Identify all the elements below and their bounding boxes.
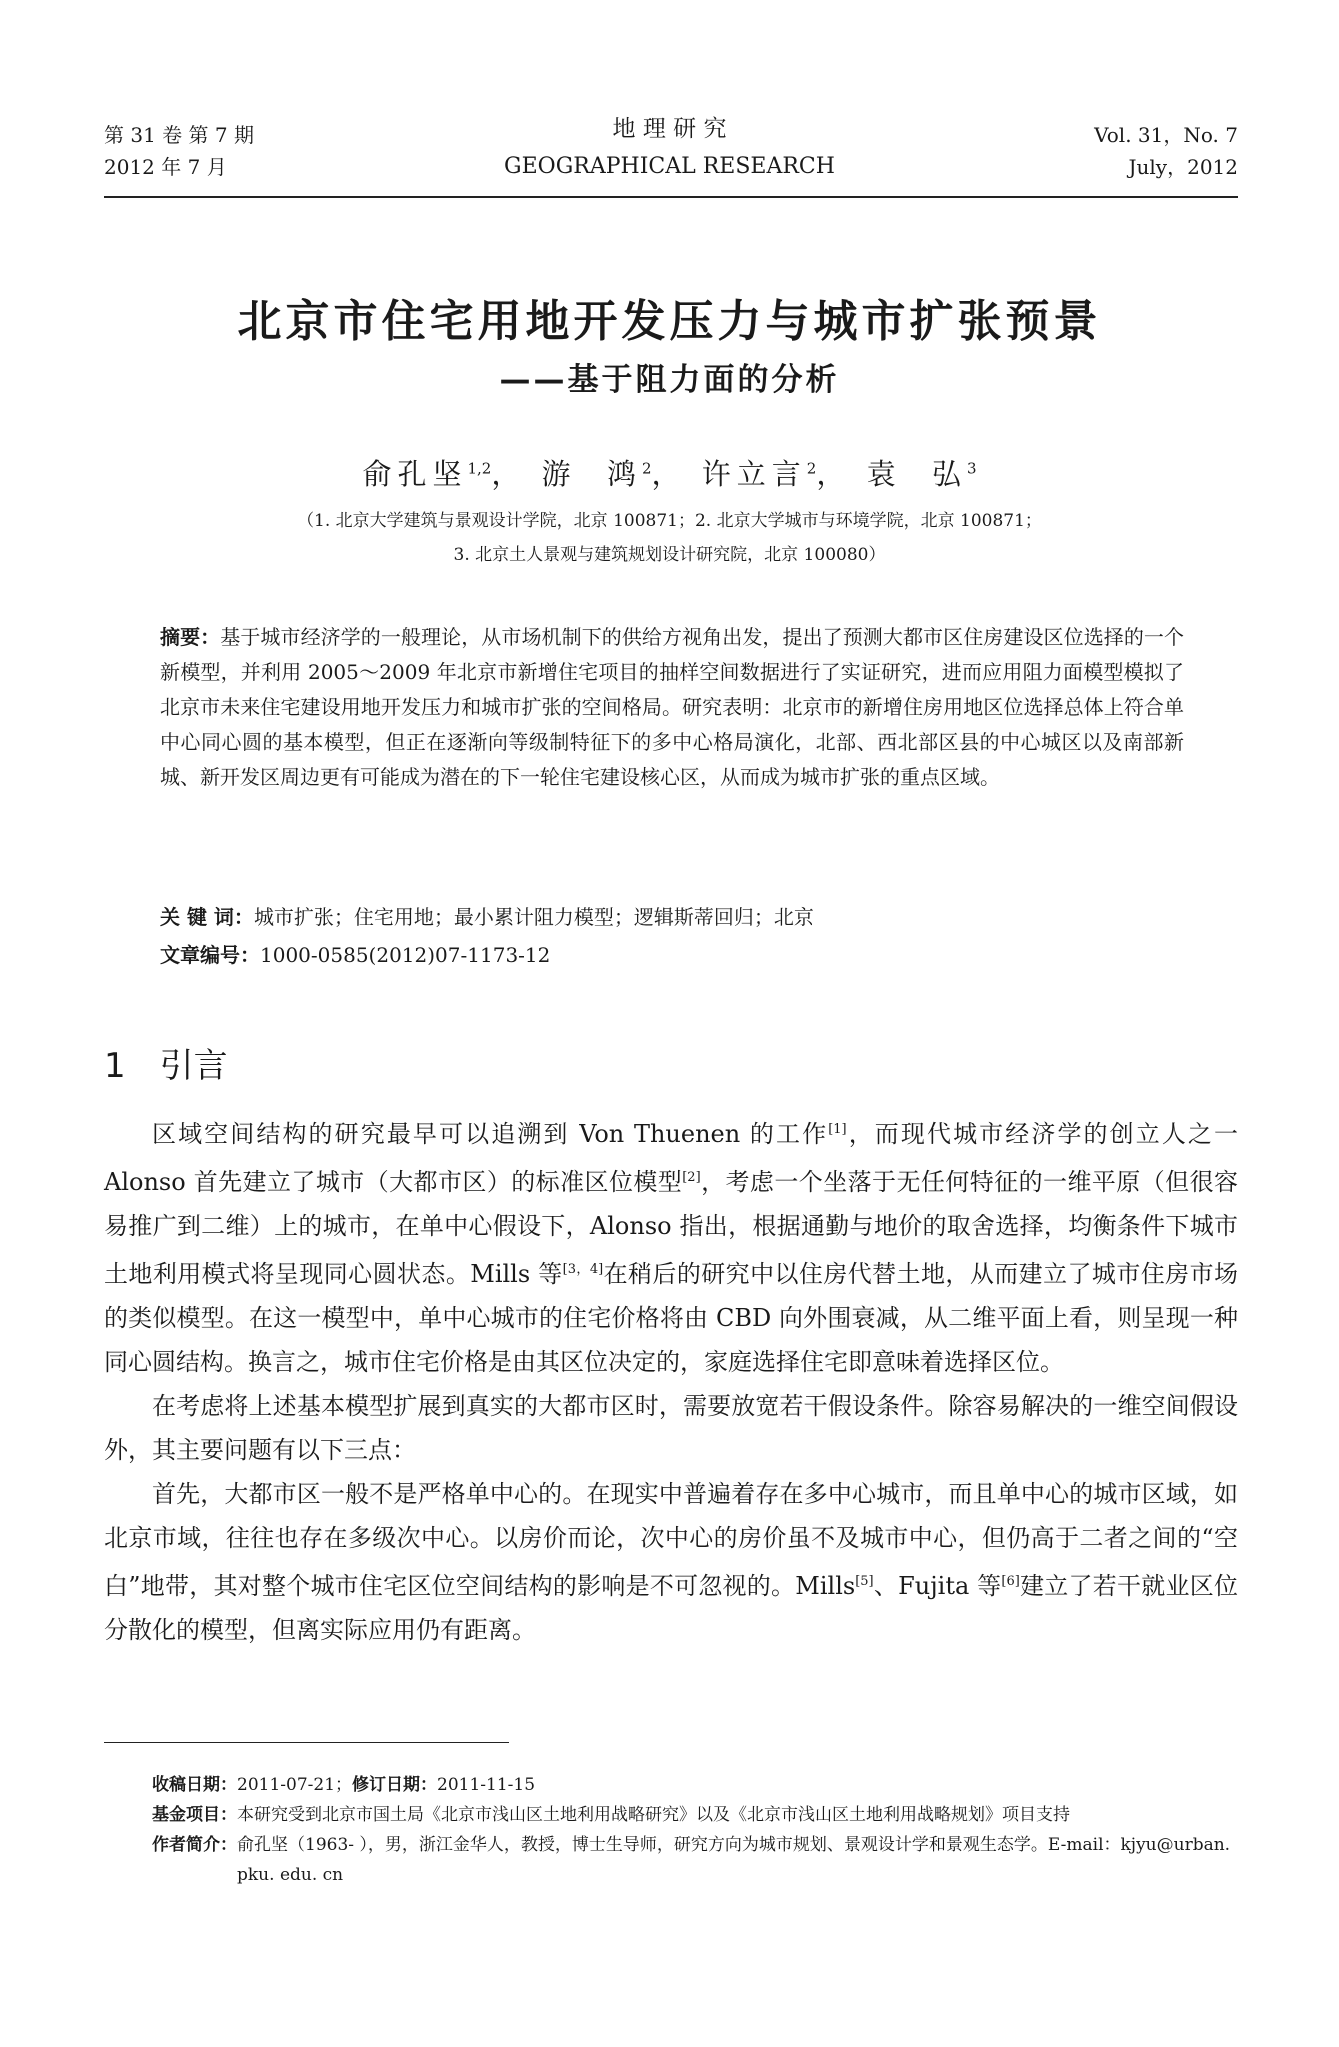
text-run: 首先，大都市区一般不是严格单中心的。在现实中普遍着存在多中心城市，而且单中心的城市区域，如北京市域，往往也存在多级次中心。以房价而论，次中心的房价虽不及城市中心，但仍高于二者之间的“空白”地带，其对整个城市住宅区位空间结构的影响是不可忽视的。Mills <box>104 1480 1238 1600</box>
abstract-text: 基于城市经济学的一般理论，从市场机制下的供给方视角出发，提出了预测大都市区住房建设区位选择的一个新模型，并利用 2005～2009 年北京市新增住宅项目的抽样空间数据进行了实证研究，进而应用阻力面模型模拟了北京市未来住宅建设用地开发压力和城市扩张的空间格局。研究表明：北京市的新增住房用地区位选择总体上符合单中心同心圆的基本模型，但正在逐渐向等级制特征下的多中心格局演化，北部、西北部区县的中心城区以及南部新城、新开发区周边更有可能成为潜在的下一轮住宅建设核心区，从而成为城市扩张的重点区域。 <box>160 625 1185 789</box>
footnote-rule <box>104 1742 509 1743</box>
author-affiliation-mark: 2 <box>806 459 817 478</box>
text-run: 在稍后的研究中以住房代替土地，从而建立了城市住房市场的类似模型。在这一模型中，单中心城市的住宅价格将由 CBD 向外围衰减，从二维平面上看，则呈现一种同心圆结构。换言之，城市住宅价格是由其区位决定的，家庭选择住宅即意味着选择区位。 <box>104 1260 1239 1376</box>
footnote-fund <box>152 1800 1240 1830</box>
article-number-text: 1000-0585(2012)07-1173-12 <box>260 943 551 967</box>
header-rule <box>104 196 1238 198</box>
footnote-received <box>152 1770 1240 1800</box>
keywords-text: 城市扩张；住宅用地；最小累计阻力模型；逻辑斯蒂回归；北京 <box>253 905 814 929</box>
author-name: 游 鸿 <box>541 457 642 491</box>
author-separator: ， <box>816 457 852 491</box>
affiliations <box>0 504 1339 572</box>
footnote-label: 作者简介： <box>152 1835 237 1855</box>
citation[interactable]: [2] <box>682 1170 701 1185</box>
footnote-author <box>152 1830 1240 1890</box>
article-number-label: 文章编号： <box>160 943 260 967</box>
affiliation-line: 3. 北京土人景观与建筑规划设计研究院，北京 100080） <box>453 545 886 565</box>
journal-volume-en: Vol. 31，No. 7 <box>1094 123 1238 147</box>
footnote-value: 俞孔坚（1963- ），男，浙江金华人，教授，博士生导师，研究方向为城市规划、景观设计学和景观生态学。E-mail：kjyu@urban. pku. edu. cn <box>237 1835 1231 1885</box>
citation[interactable]: [6] <box>1001 1574 1020 1589</box>
abstract-label: 摘要： <box>160 625 221 649</box>
text-run: ，而现代城市经济学的创立人之一 Alonso 首先建立了城市（大都市区）的标准区位模型 <box>104 1120 1239 1196</box>
text-run: 区域空间结构的研究最早可以追溯到 Von Thuenen 的工作 <box>152 1120 829 1148</box>
footnote-value: 2011-07-21； <box>237 1775 353 1795</box>
citation[interactable]: [1] <box>828 1122 847 1137</box>
footnote-label: 基金项目： <box>152 1805 237 1825</box>
author-affiliation-mark: 1,2 <box>467 459 492 478</box>
footnotes <box>152 1770 1240 1890</box>
keywords-label: 关 键 词： <box>160 905 254 929</box>
paragraph <box>104 1108 1238 1384</box>
journal-volume-issue: 第 31 卷 第 7 期 <box>104 123 254 147</box>
text-run: ，考虑一个坐落于无任何特征的一维平原（但很容易推广到二维）上的城市，在单中心假设下，Alonso 指出，根据通勤与地价的取舍选择，均衡条件下城市土地利用模式将呈现同心圆状态。Mills 等 <box>104 1168 1238 1288</box>
author-name: 袁 弘 <box>866 457 967 491</box>
abstract <box>160 620 1184 795</box>
body-text <box>104 1108 1238 1652</box>
footnote-value: 本研究受到北京市国土局《北京市浅山区土地利用战略研究》以及《北京市浅山区土地利用战略规划》项目支持 <box>237 1805 1070 1825</box>
journal-date: 2012 年 7 月 <box>104 155 227 179</box>
footnote-value: 2011-11-15 <box>437 1775 536 1795</box>
author-affiliation-mark: 3 <box>967 459 977 478</box>
text-run: 建立了若干就业区位分散化的模型，但离实际应用仍有距离。 <box>104 1572 1239 1644</box>
journal-date-en: July，2012 <box>1128 155 1238 179</box>
citation[interactable]: [3，4] <box>562 1262 604 1277</box>
author-separator: ， <box>491 457 527 491</box>
footnote-label: 收稿日期： <box>152 1775 237 1795</box>
author-separator: ， <box>651 457 687 491</box>
paragraph <box>104 1472 1238 1652</box>
section-heading <box>104 1038 228 1087</box>
paper-subtitle: ——基于阻力面的分析 <box>499 362 840 398</box>
paper-title: 北京市住宅用地开发压力与城市扩张预景 <box>237 296 1102 347</box>
keywords <box>160 900 1184 935</box>
section-number: 1 <box>104 1046 126 1086</box>
footnote-label: 修订日期： <box>352 1775 438 1795</box>
section-title: 引言 <box>159 1046 228 1086</box>
journal-name-en: GEOGRAPHICAL RESEARCH <box>504 154 835 179</box>
citation[interactable]: [5] <box>855 1574 874 1589</box>
article-number <box>160 938 1184 973</box>
author-list <box>0 452 1339 493</box>
journal-name-cn: 地 理 研 究 <box>612 116 727 142</box>
text-run: 、Fujita 等 <box>873 1572 1002 1600</box>
author-name: 许立言 <box>701 457 807 491</box>
author-name: 俞孔坚 <box>362 457 468 491</box>
paragraph: 在考虑将上述基本模型扩展到真实的大都市区时，需要放宽若干假设条件。除容易解决的一维空间假设外，其主要问题有以下三点： <box>104 1392 1238 1464</box>
author-affiliation-mark: 2 <box>641 459 652 478</box>
affiliation-line: （1. 北京大学建筑与景观设计学院，北京 100871；2. 北京大学城市与环境学院，北京 100871； <box>297 511 1042 531</box>
